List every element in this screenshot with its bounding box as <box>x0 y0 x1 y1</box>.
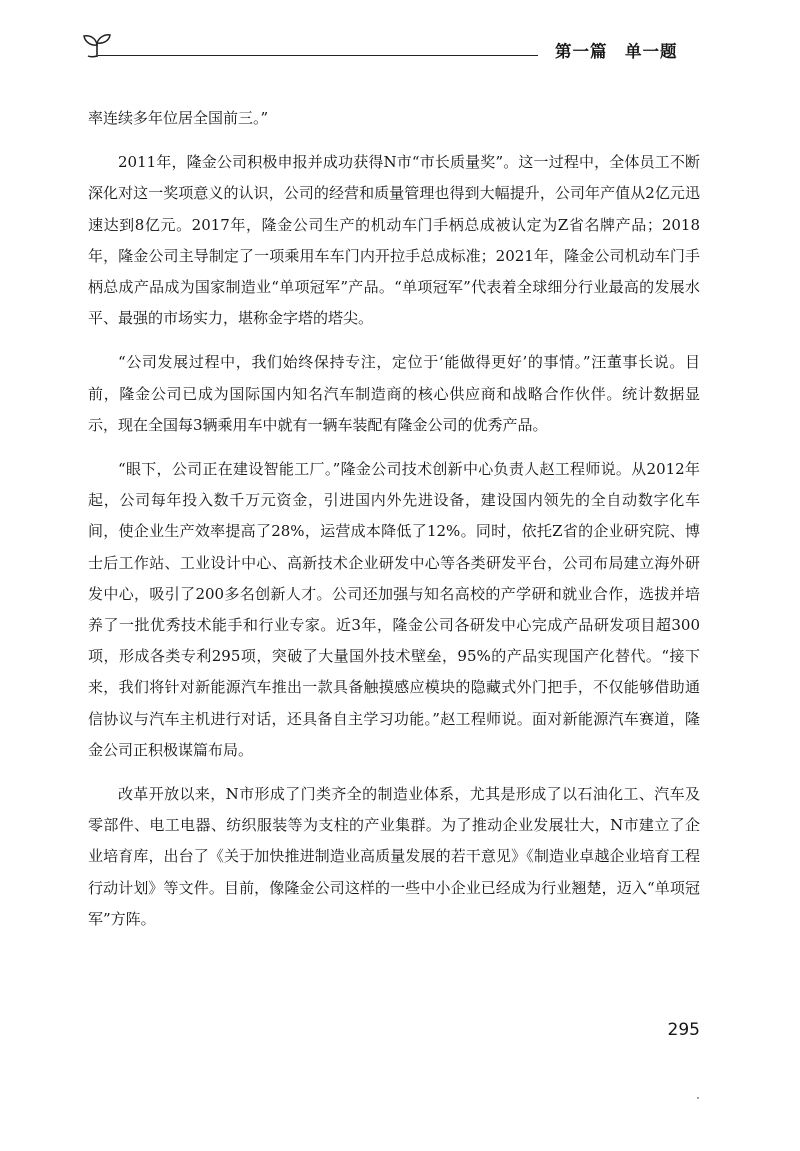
paragraph: “眼下，公司正在建设智能工厂。”隆金公司技术创新中心负责人赵工程师说。从2012年起，公司每年投入数千万元资金，引进国内外先进设备，建设国内领先的全自动数字化车间，使企业生产效率提高了28%，运营成本降低了12%。同时，依托Z省的企业研究院、博士后工作站、工业设计中心、高新技术企业研发中心等各类研发平台，公司布局建立海外研发中心，吸引了200多名创新人才。公司还加强与知名高校的产学研和就业合作，选拔并培养了一批优秀技术能手和行业专家。近3年，隆金公司各研发中心完成产品研发项目超300项，形成各类专利295项，突破了大量国外技术壁垒，95%的产品实现国产化替代。“接下来，我们将针对新能源汽车推出一款具备触摸感应模块的隐藏式外门把手，不仅能够借助通信协议与汽车主机进行对话，还具备自主学习功能。”赵工程师说。面对新能源汽车赛道，隆金公司正积极谋篇布局。 <box>88 460 700 759</box>
scan-speck <box>697 1097 699 1099</box>
header-rule <box>98 55 538 56</box>
paragraph: 改革开放以来，N市形成了门类齐全的制造业体系，尤其是形成了以石油化工、汽车及零部件、电工电器、纺织服装等为支柱的产业集群。为了推动企业发展壮大，N市建立了企业培育库，出台了《关于加快推进制造业高质量发展的若干意见》《制造业卓越企业培育工程行动计划》等文件。目前，像隆金公司这样的一些中小企业已经成为行业翘楚，迈入“单项冠军”方阵。 <box>88 785 700 928</box>
paragraph: 2011年，隆金公司积极申报并成功获得N市“市长质量奖”。这一过程中，全体员工不断深化对这一奖项意义的认识，公司的经营和质量管理也得到大幅提升，公司年产值从2亿元迅速达到8亿元。2017年，隆金公司生产的机动车门手柄总成被认定为Z省名牌产品；2018年，隆金公司主导制定了一项乘用车车门内开拉手总成标准；2021年，隆金公司机动车门手柄总成产品成为国家制造业“单项冠军”产品。“单项冠军”代表着全球细分行业最高的发展水平、最强的市场实力，堪称金字塔的塔尖。 <box>88 153 700 328</box>
running-header <box>0 0 800 80</box>
paragraph-continuation: 率连续多年位居全国前三。” <box>88 109 269 127</box>
chapter-title: 第一篇 单一题 <box>555 42 678 61</box>
body-text <box>88 103 700 948</box>
page-number: 295 <box>667 1020 700 1040</box>
paragraph: “公司发展过程中，我们始终保持专注，定位于‘能做得更好’的事情。”汪董事长说。目前，隆金公司已成为国际国内知名汽车制造商的核心供应商和战略合作伙伴。统计数据显示，现在全国每3辆乘用车中就有一辆车装配有隆金公司的优秀产品。 <box>88 353 700 434</box>
